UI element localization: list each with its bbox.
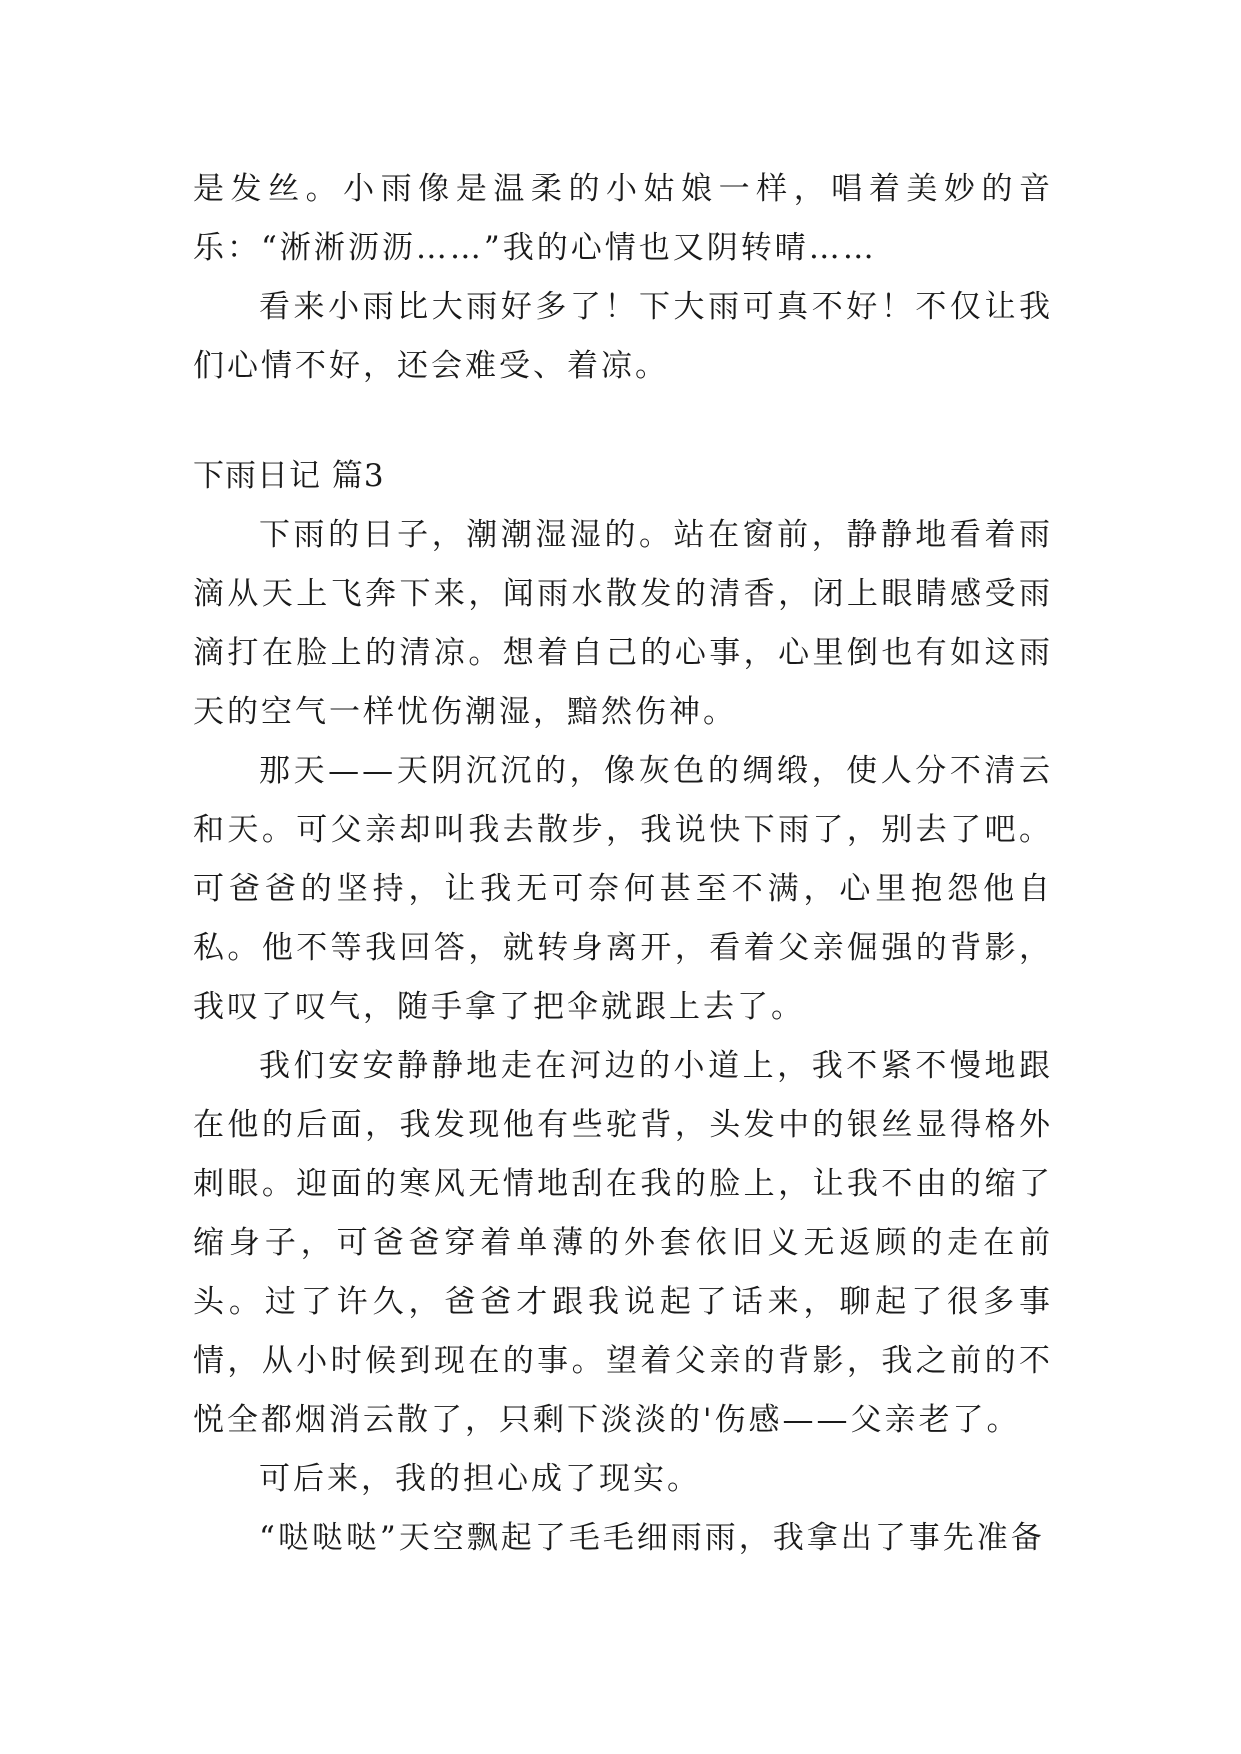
paragraph: 下雨的日子，潮潮湿湿的。站在窗前，静静地看着雨滴从天上飞奔下来，闻雨水散发的清香，闭上眼睛感受雨滴打在脸上的清凉。想着自己的心事，心里倒也有如这雨天的空气一样忧伤潮湿，黯然伤神。 [193,517,1053,730]
paragraph: 那天——天阴沉沉的，像灰色的绸缎，使人分不清云和天。可父亲却叫我去散步，我说快下雨了，别去了吧。可爸爸的坚持，让我无可奈何甚至不满，心里抱怨他自私。他不等我回答，就转身离开，看着父亲倔强的背影，我叹了叹气，随手拿了把伞就跟上去了。 [193,753,1053,1025]
document-body [193,160,1053,1568]
paragraph: “哒哒哒”天空飘起了毛毛细雨雨，我拿出了事先准备 [259,1520,1045,1556]
paragraph: 可后来，我的担心成了现实。 [259,1461,701,1497]
paragraph: 看来小雨比大雨好多了！下大雨可真不好！不仅让我们心情不好，还会难受、着凉。 [193,289,1053,384]
paragraph: 我们安安静静地走在河边的小道上，我不紧不慢地跟在他的后面，我发现他有些驼背，头发中的银丝显得格外刺眼。迎面的寒风无情地刮在我的脸上，让我不由的缩了缩身子，可爸爸穿着单薄的外套依旧义无返顾的走在前头。过了许久，爸爸才跟我说起了话来，聊起了很多事情，从小时候到现在的事。望着父亲的背影，我之前的不悦全都烟消云散了，只剩下淡淡的'伤感——父亲老了。 [193,1048,1053,1438]
paragraph: 是发丝。小雨像是温柔的小姑娘一样，唱着美妙的音乐：“淅淅沥沥……”我的心情也又阴转晴…… [193,171,1053,266]
section-heading: 下雨日记 篇3 [193,458,385,494]
